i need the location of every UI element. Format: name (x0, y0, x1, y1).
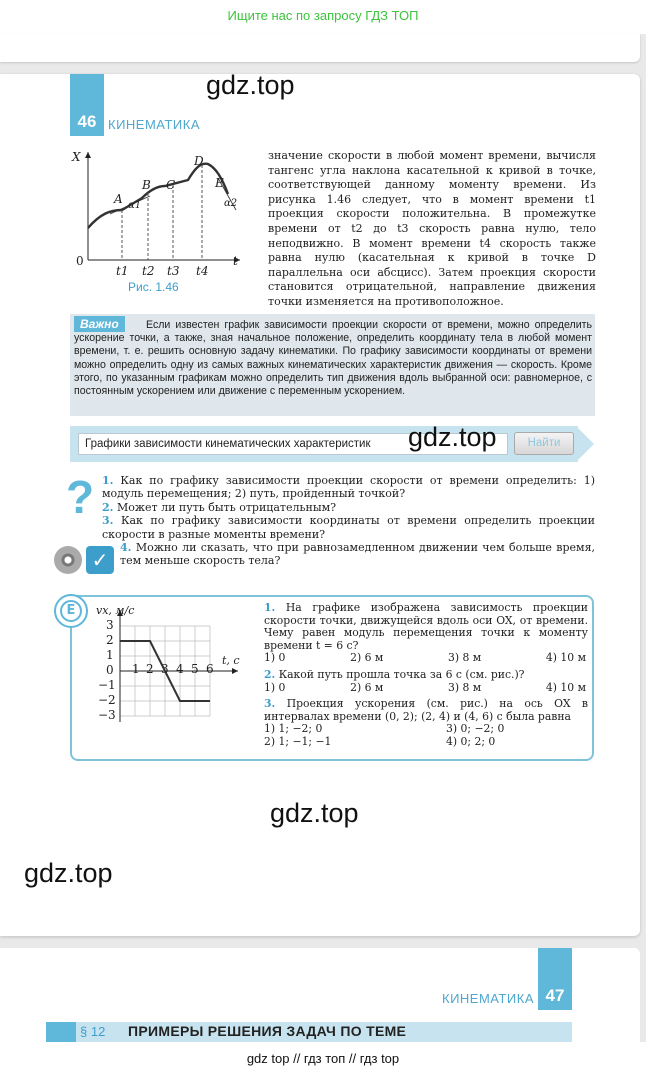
footer-links[interactable]: gdz top // гдз топ // гдз top (0, 1042, 646, 1076)
figure-caption: Рис. 1.46 (128, 280, 179, 294)
section-title: ПРИМЕРЫ РЕШЕНИЯ ЗАДАЧ ПО ТЕМЕ (128, 1023, 407, 1039)
page-number-badge (538, 948, 572, 1010)
question-mark-icon: ? (66, 471, 95, 523)
xtick-6: 6 (206, 662, 214, 676)
option[interactable]: 3) 0; −2; 0 (446, 722, 505, 736)
ytick-m3: −3 (98, 708, 116, 722)
point-d: D (194, 154, 204, 168)
curve (88, 164, 228, 228)
origin-label: 0 (76, 254, 84, 268)
alpha2-label: α2 (224, 198, 238, 209)
ytick-3: 3 (106, 618, 114, 632)
option[interactable]: 3) 8 м (447, 680, 482, 694)
search-input[interactable]: Графики зависимости кинематических характеристик (78, 433, 508, 455)
coordinate-graph (70, 148, 250, 278)
important-box (70, 314, 595, 416)
axis-t-label: t (233, 254, 238, 268)
graph-xlabel: t, с (222, 654, 240, 667)
page-number: 46 (77, 112, 97, 131)
xtick-1: 1 (132, 662, 140, 676)
top-banner (0, 0, 646, 34)
option[interactable]: 1) 0 (264, 680, 286, 694)
question-2: 2. Может ли путь быть отрицательным? (102, 500, 337, 514)
point-e: E (215, 176, 224, 190)
xtick-3: 3 (161, 662, 169, 676)
previous-page-card (0, 34, 640, 62)
option[interactable]: 4) 10 м (545, 680, 586, 694)
test-icon: Е (54, 594, 88, 628)
option[interactable]: 4) 0; 2; 0 (446, 734, 496, 748)
section-number: § 12 (80, 1024, 106, 1039)
graduation-cap-icon (46, 1022, 76, 1042)
ytick-1: 1 (106, 648, 114, 662)
option[interactable]: 2) 6 м (350, 680, 384, 694)
textbook-page-47 (0, 948, 640, 1042)
watermark: gdz.top (270, 798, 359, 828)
questions-list (102, 474, 595, 568)
tick-t3: t3 (167, 264, 180, 278)
search-bar (70, 422, 590, 462)
xtick-5: 5 (191, 662, 199, 676)
question-3: 3. Как по графику зависимости координаты от времени определить проекции скорости в разные моменты времени? (102, 514, 595, 541)
chapter-title: КИНЕМАТИКА (442, 991, 534, 1006)
point-b: B (142, 178, 151, 192)
watermark: gdz.top (408, 422, 497, 452)
option[interactable]: 2) 1; −1; −1 (264, 734, 332, 748)
tick-t4: t4 (196, 264, 209, 278)
tick-t1: t1 (116, 264, 129, 278)
tick-t2: t2 (142, 264, 155, 278)
point-a: A (114, 192, 123, 206)
xtick-2: 2 (146, 662, 154, 676)
banner-link[interactable]: Ищите нас по запросу ГДЗ ТОП (227, 8, 419, 23)
option[interactable]: 3) 8 м (447, 651, 482, 665)
question-1: 1. Как по графику зависимости проекции скорости от времени определить: 1) модуль перемещения; 2) путь, пройденный точкой? (102, 474, 596, 501)
ytick-m1: −1 (98, 678, 116, 692)
option[interactable]: 1) 1; −2; 0 (264, 722, 323, 736)
main-paragraph: значение скорости в любой момент времени, вычисля тангенс угла наклона касательной к кривой в точке, соответствующей данному моменту времени. Из рисунка 1.46 следует, что в момент времени t1 проекция скорости положительна. В промежутке времени от t2 до t3 скорость равна нулю, тело неподвижно. В момент времени t4 скорость также равна нулю (касательная к кривой в точке D параллельна оси абсцисс). Затем проекция скорости становится отрицательной, направление движения точки изменяется на противоположное. (268, 149, 596, 308)
important-text: Если известен график зависимости проекции скорости от времени, можно определить ускорение точки, а также, зная начальное положение, определить координату тела в любой момент времени, т. е. решить основную задачу кинематики. По графику зависимости координаты от времени можно определить одну из самых важных кинематических характеристик движения — скорость. Кроме этого, по указанным графикам можно определить тип движения вдоль выбранной оси: равномерное, с постоянным ускорением или движение с переменным ускорением. (74, 319, 592, 398)
question-4: 4. Можно ли сказать, что при равнозамедленном движении чем больше время, тем меньше скорость тела? (120, 541, 595, 568)
graph-ylabel: vx, м/с (96, 604, 135, 617)
checkbox-icon[interactable]: ✓ (86, 546, 114, 574)
ytick-0: 0 (106, 663, 114, 677)
ytick-m2: −2 (98, 693, 116, 707)
disc-icon[interactable] (54, 546, 82, 574)
alpha1-label: α1 (128, 200, 142, 211)
option[interactable]: 1) 0 (264, 651, 286, 665)
watermark: gdz.top (24, 858, 113, 888)
velocity-graph (88, 604, 258, 754)
figure-1-46 (70, 148, 250, 298)
test-item-3: 3. Проекция ускорения (см. рис.) на ось OX в интервалах времени (0, 2); (2, 4) и (4, 6) с была равна 1) 1; −2; 0 3) 0; −2; 0 2) 1; −1; −1 4) 0; 2; 0 (264, 697, 589, 748)
watermark: gdz.top (206, 74, 295, 100)
axis-x-label: X (72, 150, 81, 164)
point-c: C (166, 178, 176, 192)
chapter-title: КИНЕМАТИКА (108, 117, 200, 132)
test-items (264, 602, 588, 749)
test-item-2: 2. Какой путь прошла точка за 6 с (см. рис.)? 1) 0 2) 6 м 3) 8 м 4) 10 м (264, 667, 586, 694)
search-button[interactable]: Найти (514, 432, 574, 455)
page-number-badge (70, 74, 104, 136)
option[interactable]: 2) 6 м (350, 651, 384, 665)
important-tag: Важно (74, 316, 125, 332)
page-number: 47 (545, 986, 565, 1005)
test-item-1: 1. На графике изображена зависимость проекции скорости точки, движущейся вдоль оси OX, от времени. Чему равен модуль перемещения точки к моменту времени t = 6 с? 1) 0 2) 6 м 3) 8 м 4) 10 м (264, 601, 588, 665)
textbook-page-46 (0, 74, 640, 936)
xtick-4: 4 (176, 662, 184, 676)
option[interactable]: 4) 10 м (545, 651, 586, 665)
ytick-2: 2 (106, 633, 114, 647)
